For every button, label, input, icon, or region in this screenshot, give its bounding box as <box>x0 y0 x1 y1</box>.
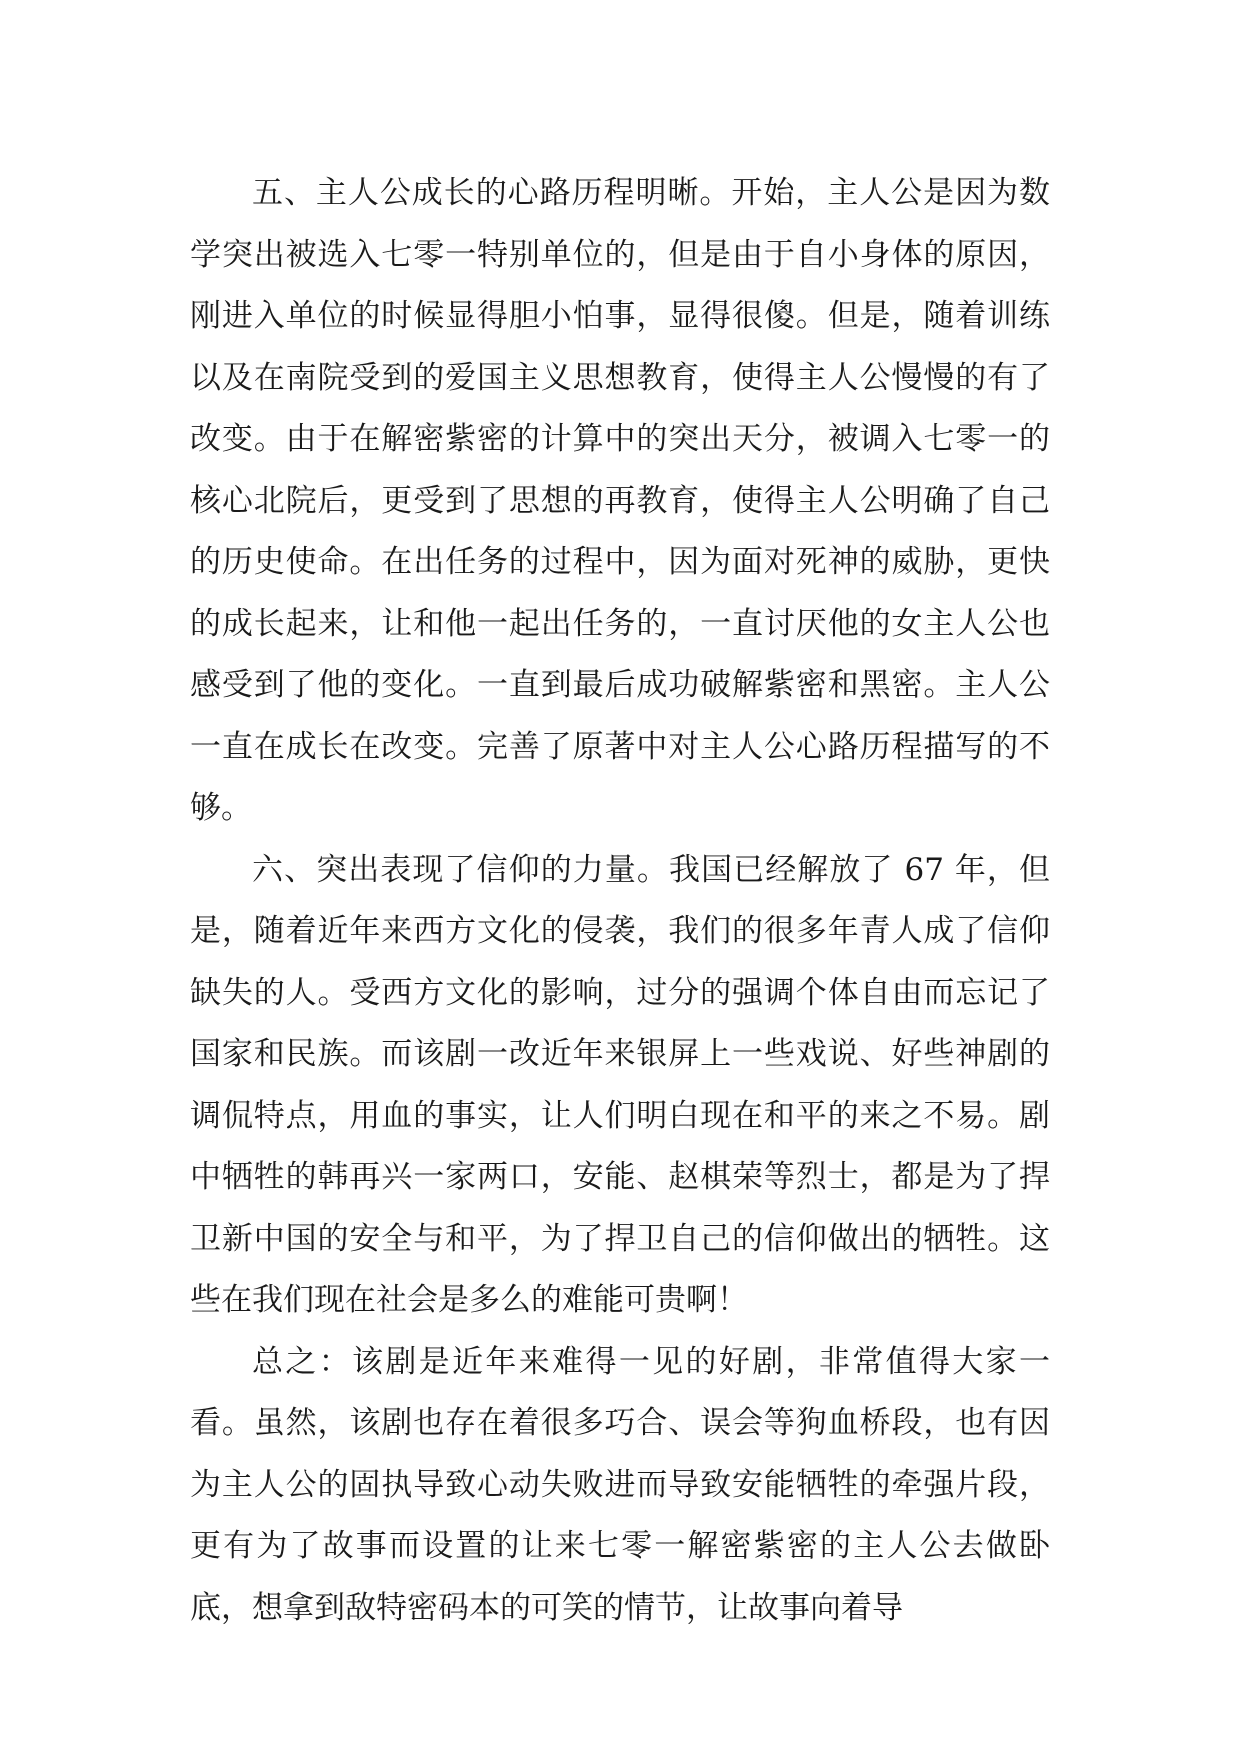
paragraph-conclusion: 总之：该剧是近年来难得一见的好剧，非常值得大家一看。虽然，该剧也存在着很多巧合、误会等狗血桥段，也有因为主人公的固执导致心动失败进而导致安能牺牲的牵强片段，更有为了故事而设置的让来七零一解密紫密的主人公去做卧底，想拿到敌特密码本的可笑的情节，让故事向着导 <box>190 1343 1050 1626</box>
document-body <box>190 163 1050 1639</box>
paragraph-power-of-belief: 六、突出表现了信仰的力量。我国已经解放了 67 年，但是，随着近年来西方文化的侵袭，我们的很多年青人成了信仰缺失的人。受西方文化的影响，过分的强调个体自由而忘记了国家和民族。而该剧一改近年来银屏上一些戏说、好些神剧的调侃特点，用血的事实，让人们明白现在和平的来之不易。剧中牺牲的韩再兴一家两口，安能、赵棋荣等烈士，都是为了捍卫新中国的安全与和平，为了捍卫自己的信仰做出的牺牲。这些在我们现在社会是多么的难能可贵啊！ <box>190 851 1050 1318</box>
paragraph-protagonist-growth: 五、主人公成长的心路历程明晰。开始，主人公是因为数学突出被选入七零一特别单位的，但是由于自小身体的原因，刚进入单位的时候显得胆小怕事，显得很傻。但是，随着训练以及在南院受到的爱国主义思想教育，使得主人公慢慢的有了改变。由于在解密紫密的计算中的突出天分，被调入七零一的核心北院后，更受到了思想的再教育，使得主人公明确了自己的历史使命。在出任务的过程中，因为面对死神的威胁，更快的成长起来，让和他一起出任务的，一直讨厌他的女主人公也感受到了他的变化。一直到最后成功破解紫密和黑密。主人公一直在成长在改变。完善了原著中对主人公心路历程描写的不够。 <box>190 175 1050 826</box>
